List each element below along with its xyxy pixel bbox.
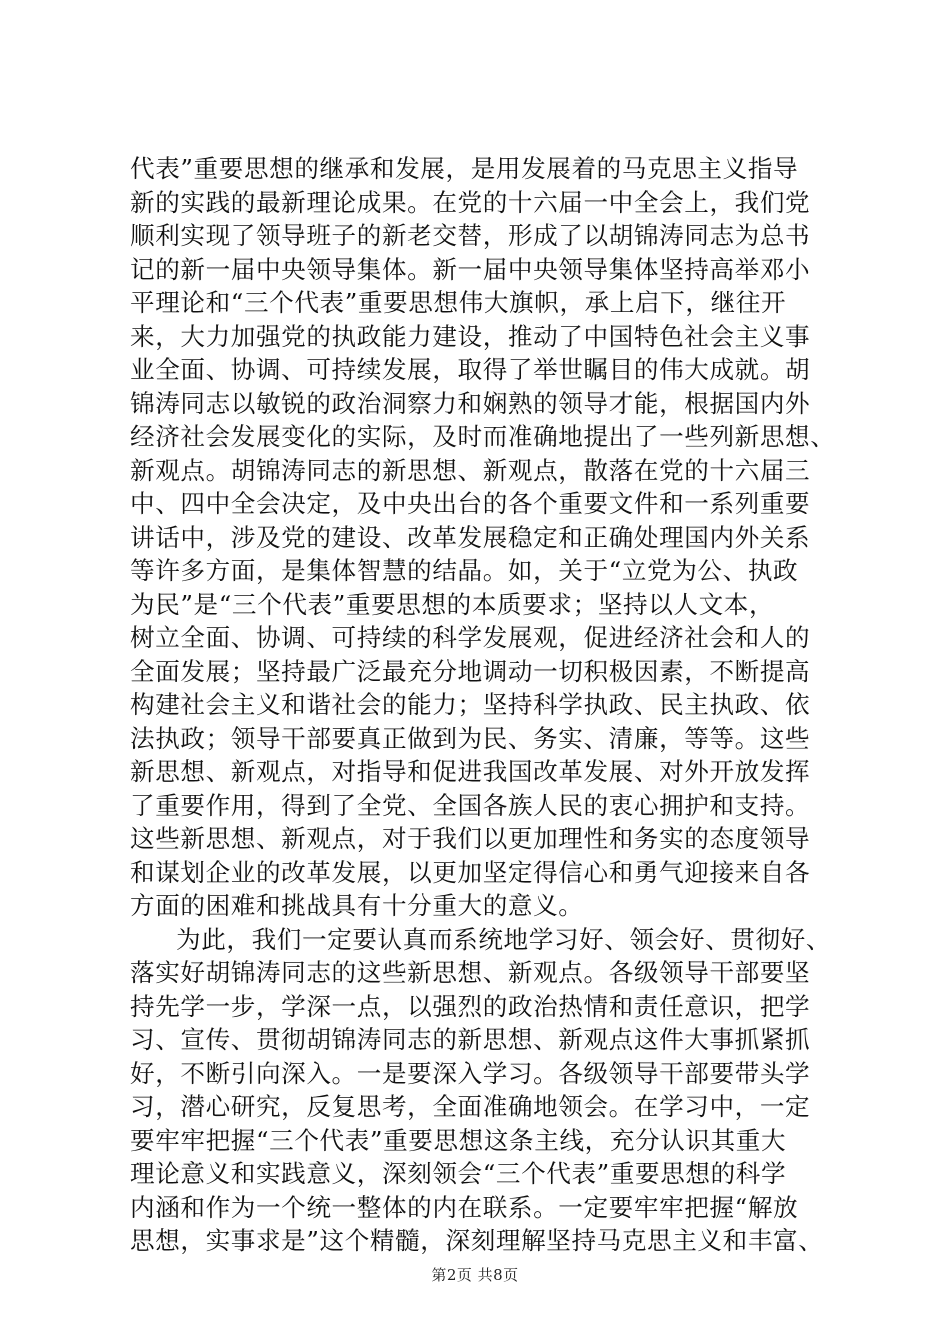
text-line: 思想，实事求是”这个精髓，深刻理解坚持马克思主义和丰富、 <box>130 1226 824 1255</box>
text-line: 平理论和“三个代表”重要思想伟大旗帜，承上启下，继往开 <box>130 288 787 317</box>
text-line: 来，大力加强党的执政能力建设，推动了中国特色社会主义事 <box>130 321 811 351</box>
text-line: 和谋划企业的改革发展，以更加坚定得信心和勇气迎接来自各 <box>130 857 811 887</box>
text-line: 记的新一届中央领导集体。新一届中央领导集体坚持高举邓小 <box>130 254 811 284</box>
text-line: 业全面、协调、可持续发展，取得了举世瞩目的伟大成就。胡 <box>130 355 811 384</box>
text-line: 树立全面、协调、可持续的科学发展观，促进经济社会和人的 <box>130 623 811 652</box>
text-line: 持先学一步，学深一点，以强烈的政治热情和责任意识，把学 <box>130 991 811 1021</box>
text-line: 讲话中，涉及党的建设、改革发展稳定和正确处理国内外关系 <box>130 522 811 552</box>
text-line: 新观点。胡锦涛同志的新思想、新观点，散落在党的十六届三 <box>130 455 811 485</box>
text-line: 要牢牢把握“三个代表”重要思想这条主线，充分认识其重大 <box>130 1125 787 1155</box>
text-line: 方面的困难和挑战具有十分重大的意义。 <box>130 891 584 920</box>
text-line: 理论意义和实践意义，深刻领会“三个代表”重要思想的科学 <box>130 1159 787 1188</box>
text-line: 锦涛同志以敏锐的政治洞察力和娴熟的领导才能，根据国内外 <box>130 388 811 418</box>
text-line: 为民”是“三个代表”重要思想的本质要求；坚持以人文本， <box>130 589 775 619</box>
paragraph-first-line: 为此，我们一定要认真而系统地学习好、领会好、贯彻好、 <box>176 924 832 954</box>
text-line: 法执政；领导干部要真正做到为民、务实、清廉，等等。这些 <box>130 723 811 753</box>
text-line: 新思想、新观点，对指导和促进我国改革发展、对外开放发挥 <box>130 757 811 786</box>
text-line: 代表”重要思想的继承和发展，是用发展着的马克思主义指导 <box>130 154 799 183</box>
text-line: 好，不断引向深入。一是要深入学习。各级领导干部要带头学 <box>130 1058 811 1088</box>
page-number-footer: 第2页 共8页 <box>431 1266 519 1284</box>
text-line: 了重要作用，得到了全党、全国各族人民的衷心拥护和支持。 <box>130 790 811 820</box>
text-line: 新的实践的最新理论成果。在党的十六届一中全会上，我们党 <box>130 187 811 217</box>
text-line: 顺利实现了领导班子的新老交替，形成了以胡锦涛同志为总书 <box>130 221 811 250</box>
text-line: 经济社会发展变化的实际，及时而准确地提出了一些列新思想、 <box>130 422 836 451</box>
text-line: 内涵和作为一个统一整体的内在联系。一定要牢牢把握“解放 <box>130 1192 799 1222</box>
text-line: 中、四中全会决定，及中央出台的各个重要文件和一系列重要 <box>130 489 811 518</box>
document-body <box>130 152 840 1258</box>
text-line: 习，潜心研究，反复思考，全面准确地领会。在学习中，一定 <box>130 1092 811 1121</box>
text-line: 落实好胡锦涛同志的这些新思想、新观点。各级领导干部要坚 <box>130 958 811 987</box>
text-line: 全面发展；坚持最广泛最充分地调动一切积极因素，不断提高 <box>130 656 811 686</box>
text-line: 等许多方面，是集体智慧的结晶。如，关于“立党为公、执政 <box>130 556 799 585</box>
text-line: 这些新思想、新观点，对于我们以更加理性和务实的态度领导 <box>130 824 811 853</box>
text-line: 习、宣传、贯彻胡锦涛同志的新思想、新观点这件大事抓紧抓 <box>130 1025 811 1054</box>
text-line: 构建社会主义和谐社会的能力；坚持科学执政、民主执政、依 <box>130 690 811 719</box>
